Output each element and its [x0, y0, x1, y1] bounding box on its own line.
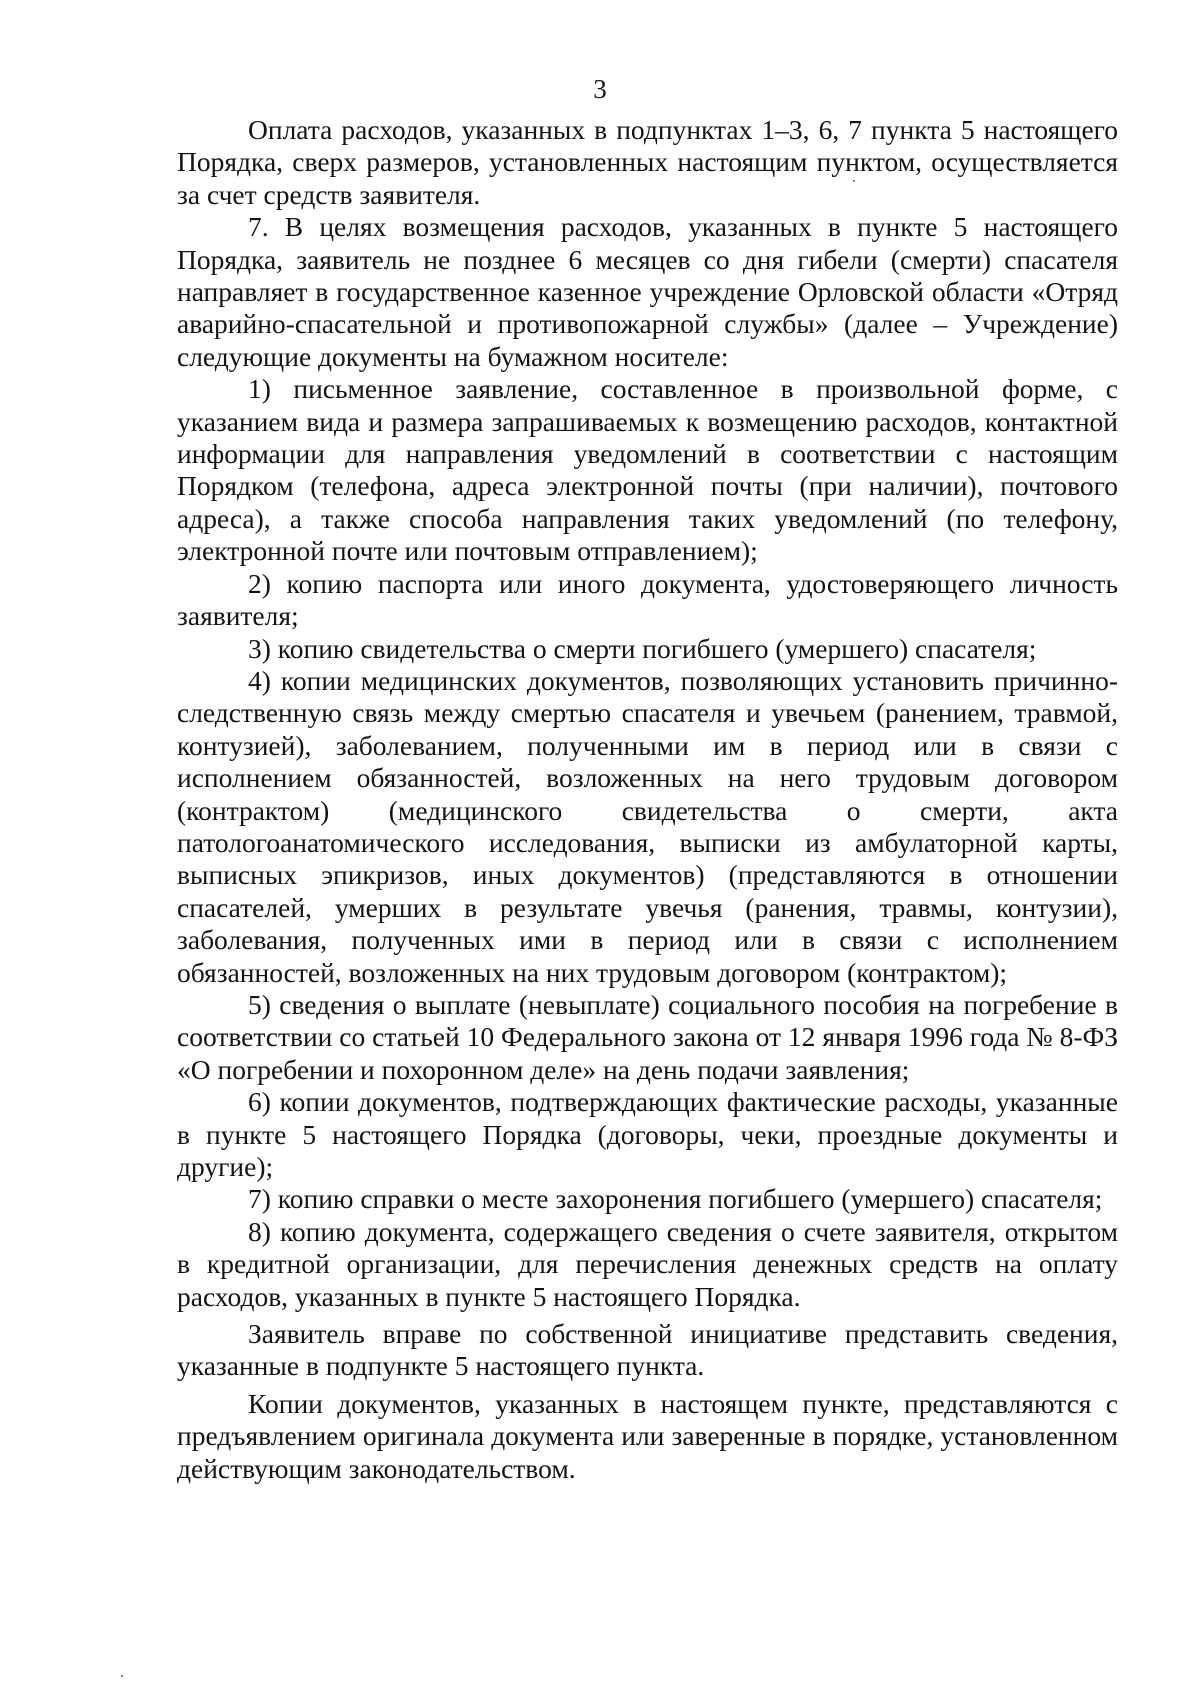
list-item-5: 5) сведения о выплате (невыплате) социального пособия на погребение в соответствии со статьей 10 Федерального закона от 12 января 1996 года № 8-ФЗ «О погребении и похоронном деле» на день подачи заявления;	[177, 988, 1118, 1085]
paragraph-applicant-right: Заявитель вправе по собственной инициативе представить сведения, указанные в подпункте 5 настоящего пункта.	[177, 1318, 1118, 1382]
document-body	[177, 114, 1118, 1485]
list-item-3: 3) копию свидетельства о смерти погибшего (умершего) спасателя;	[248, 632, 1037, 664]
list-item-1: 1) письменное заявление, составленное в произвольной форме, с указанием вида и размера запрашиваемых к возмещению расходов, контактной информации для направления уведомлений в соответствии с настоящим Порядком (телефона, адреса электронной почты (при наличии), почтового адреса), а также способа направления таких уведомлений (по телефону, электронной почте или почтовым отправлением);	[177, 373, 1118, 567]
paragraph-payment-note: Оплата расходов, указанных в подпунктах 1–3, 6, 7 пункта 5 настоящего Порядка, сверх размеров, установленных настоящим пунктом, осуществляется за счет средств заявителя.	[177, 114, 1118, 210]
paragraph-item-7: 7. В целях возмещения расходов, указанных в пункте 5 настоящего Порядка, заявитель не позднее 6 месяцев со дня гибели (смерти) спасателя направляет в государственное казенное учреждение Орловской области «Отряд аварийно-спасательной и противопожарной службы» (далее – Учреждение) следующие документы на бумажном носителе:	[177, 211, 1118, 372]
list-item-4: 4) копии медицинских документов, позволяющих установить причинно-следственную связь между смертью спасателя и увечьем (ранением, травмой, контузией), заболеванием, полученными им в период или в связи с исполнением обязанностей, возложенных на него трудовым договором (контрактом) (медицинского свидетельства о смерти, акта патологоанатомического исследования, выписки из амбулаторной карты, выписных эпикризов, иных документов) (представляются в отношении спасателей, умерших в результате увечья (ранения, травмы, контузии), заболевания, полученных ими в период или в связи с исполнением обязанностей, возложенных на них трудовым договором (контрактом);	[177, 664, 1118, 988]
page-number: 3	[593, 74, 607, 104]
scan-speck	[121, 1675, 123, 1677]
list-item-7: 7) копию справки о месте захоронения погибшего (умершего) спасателя;	[248, 1183, 1103, 1215]
paragraph-copies-note: Копии документов, указанных в настоящем пункте, представляются с предъявлением оригинала документа или заверенные в порядке, установленном действующим законодательством.	[177, 1387, 1118, 1484]
scan-speck	[853, 180, 855, 182]
list-item-2: 2) копию паспорта или иного документа, удостоверяющего личность заявителя;	[177, 567, 1118, 632]
list-item-6: 6) копии документов, подтверждающих фактические расходы, указанные в пункте 5 настоящего Порядка (договоры, чеки, проездные документы и другие);	[177, 1086, 1118, 1182]
list-item-8: 8) копию документа, содержащего сведения о счете заявителя, открытом в кредитной организации, для перечисления денежных средств на оплату расходов, указанных в пункте 5 настоящего Порядка.	[177, 1215, 1118, 1312]
